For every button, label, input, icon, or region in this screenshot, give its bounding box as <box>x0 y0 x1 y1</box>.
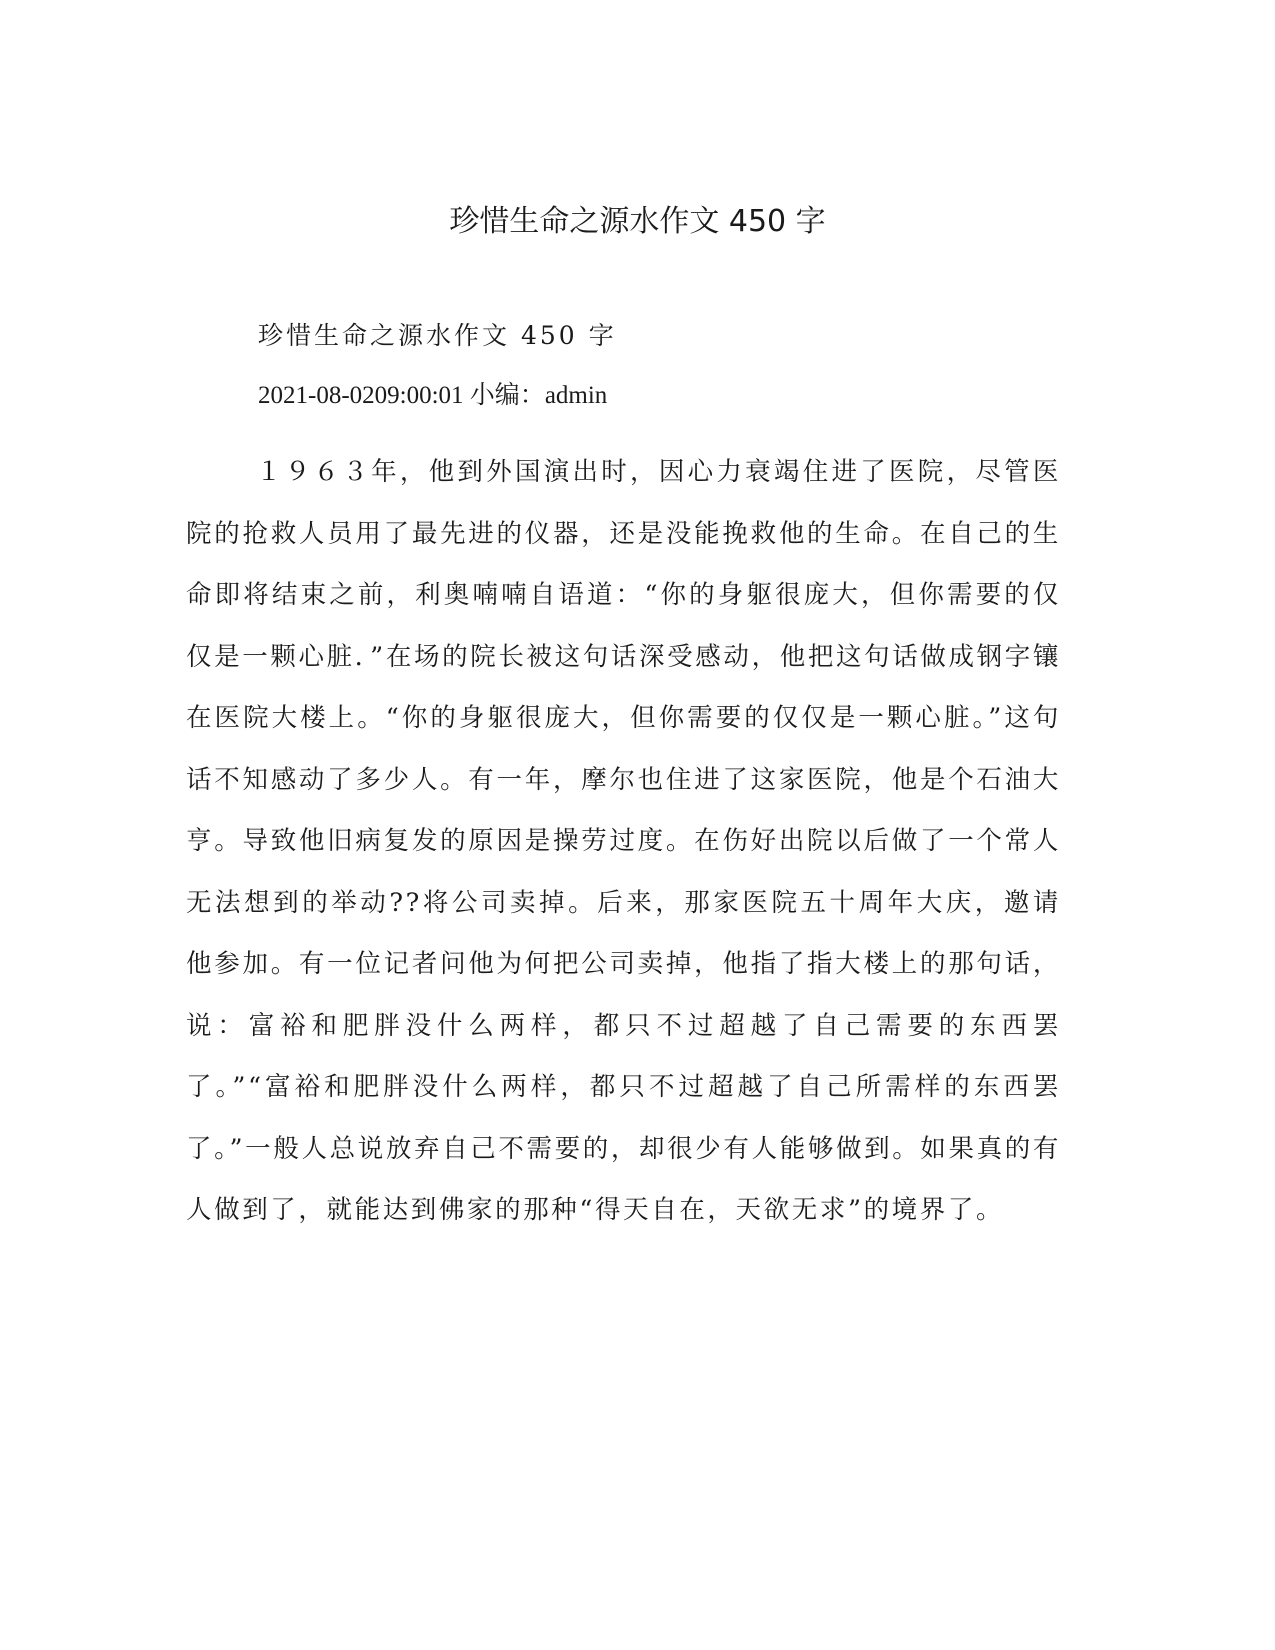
article-body: １９６３年，他到外国演出时，因心力衰竭住进了医院，尽管医院的抢救人员用了最先进的仪器，还是没能挽救他的生命。在自己的生命即将结束之前，利奥喃喃自语道：“你的身躯很庞大，但你需要的仅仅是一颗心脏．”在场的院长被这句话深受感动，他把这句话做成钢字镶在医院大楼上。“你的身躯很庞大，但你需要的仅仅是一颗心脏。”这句话不知感动了多少人。有一年，摩尔也住进了这家医院，他是个石油大亨。导致他旧病复发的原因是操劳过度。在伤好出院以后做了一个常人无法想到的举动??将公司卖掉。后来，那家医院五十周年大庆，邀请他参加。有一位记者问他为何把公司卖掉，他指了指大楼上的那句话，说：富裕和肥胖没什么两样，都只不过超越了自己需要的东西罢了。”“富裕和肥胖没什么两样，都只不过超越了自己所需样的东西罢了。”一般人总说放弃自己不需要的，却很少有人能够做到。如果真的有人做到了，就能达到佛家的那种“得天自在，天欲无求”的境界了。 <box>186 457 1061 1225</box>
article-subtitle: 珍惜生命之源水作文 450 字 <box>258 321 617 350</box>
article-meta <box>258 378 607 414</box>
editor-name: admin <box>544 382 608 409</box>
publish-datetime: 2021-08-0209:00:01 <box>258 382 464 409</box>
document-title: 珍惜生命之源水作文 450 字 <box>449 204 826 239</box>
editor-label: 小编： <box>469 382 545 409</box>
